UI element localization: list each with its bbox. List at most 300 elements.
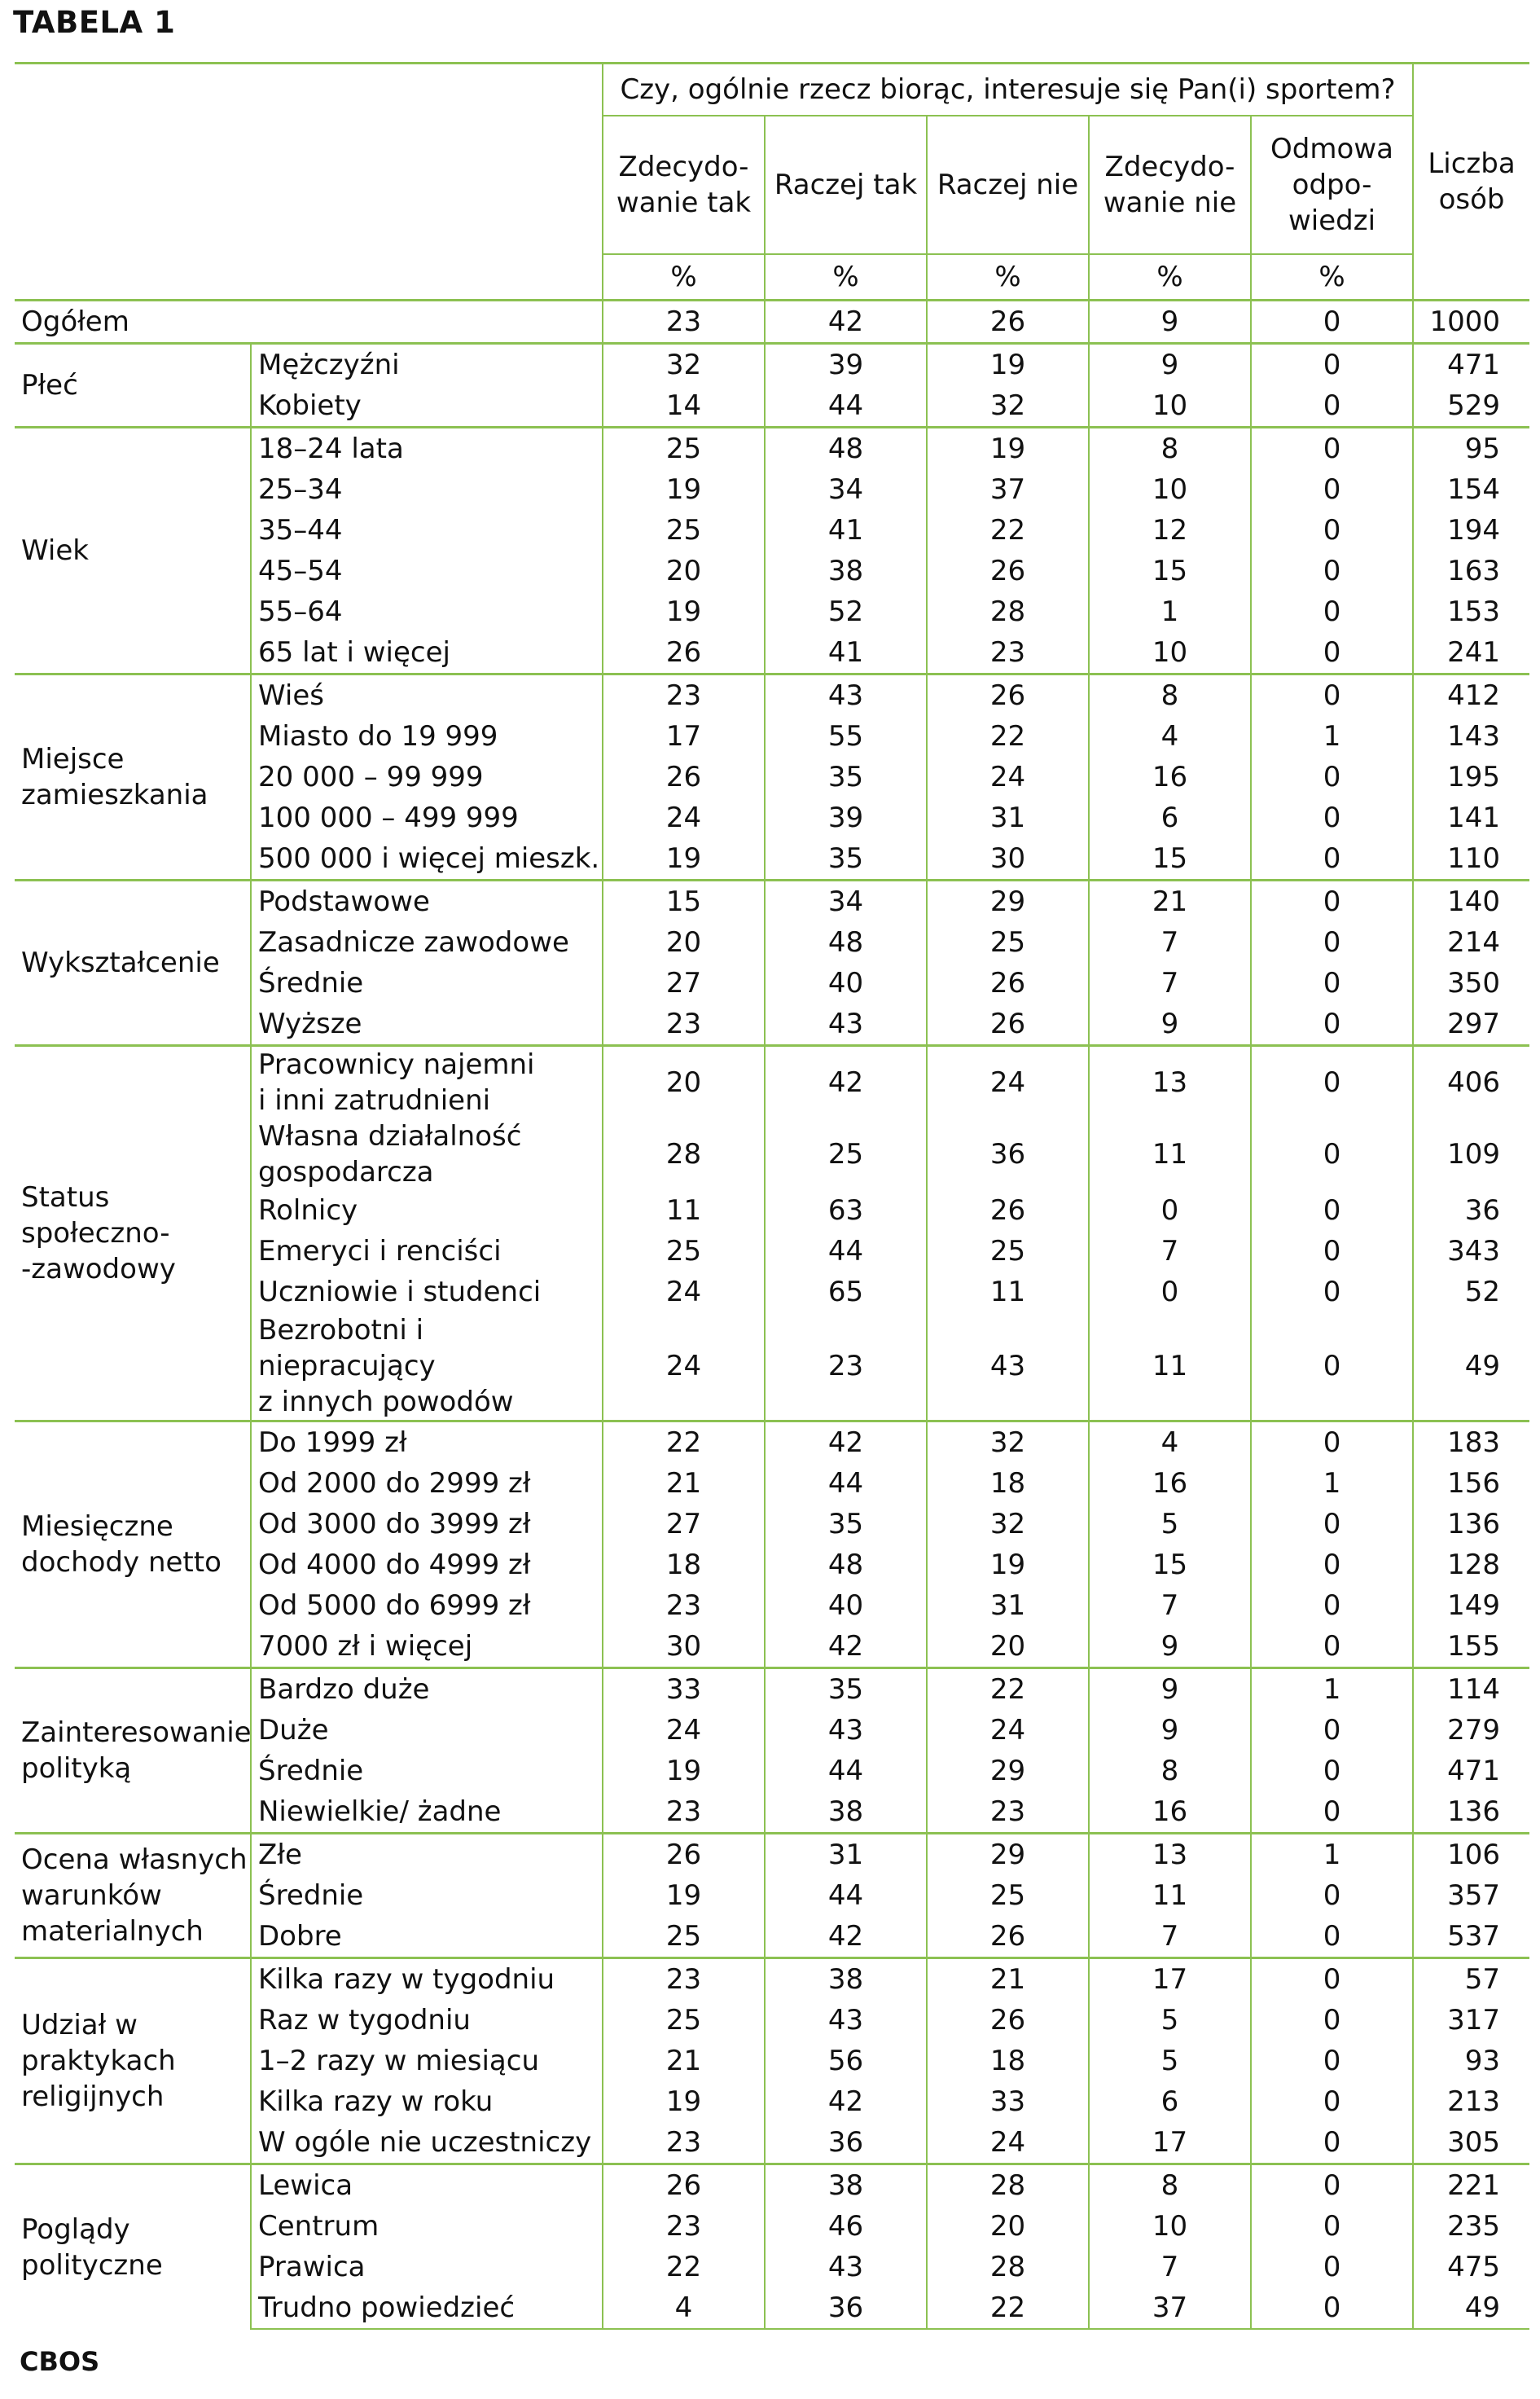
cell-value: 141	[1413, 797, 1529, 838]
cell-value: 38	[765, 1958, 927, 2001]
cell-value: 317	[1413, 2000, 1529, 2041]
cell-value: 48	[765, 428, 927, 470]
cell-value: 153	[1413, 591, 1529, 632]
table-row	[15, 881, 1529, 923]
cell-value: 37	[927, 469, 1089, 510]
row-label: Podstawowe	[251, 881, 603, 923]
cell-value: 0	[1251, 1585, 1413, 1626]
cell-value: 475	[1413, 2247, 1529, 2287]
row-label: 100 000 – 499 999	[258, 802, 519, 834]
cell-value: 20	[927, 2206, 1089, 2247]
cell-value: 357	[1413, 1875, 1529, 1916]
cell-value: 42	[765, 1421, 927, 1464]
row-label: Bezrobotni i niepracujący z innych powodów	[258, 1314, 514, 1418]
total-value: 23	[603, 301, 765, 344]
cell-value: 23	[603, 1958, 765, 2001]
table-row	[15, 2164, 1529, 2207]
cell-value: 1	[1251, 716, 1413, 757]
column-header: Raczej nie	[927, 116, 1089, 254]
row-label: Kilka razy w roku	[258, 2085, 494, 2118]
cell-value: 17	[603, 716, 765, 757]
row-label: Od 3000 do 3999 zł	[258, 1508, 531, 1540]
row-label: Od 2000 do 2999 zł	[258, 1467, 531, 1500]
cell-value: 43	[765, 1710, 927, 1751]
cell-value: 194	[1413, 510, 1529, 551]
cell-value: 106	[1413, 1834, 1529, 1876]
cell-value: 10	[1089, 385, 1251, 428]
cell-value: 214	[1413, 922, 1529, 963]
cell-value: 23	[603, 674, 765, 717]
cell-value: 0	[1251, 797, 1413, 838]
question-header: Czy, ogólnie rzecz biorąc, interesuje się Pan(i) sportem?	[603, 64, 1413, 116]
cell-value: 412	[1413, 674, 1529, 717]
table-row	[15, 1958, 1529, 2001]
cell-value: 1	[1089, 591, 1251, 632]
table-row	[15, 344, 1529, 386]
group-label: Miejsce zamieszkania	[15, 674, 251, 881]
cell-value: 28	[927, 2247, 1089, 2287]
cell-value: 24	[927, 1710, 1089, 1751]
cell-value: 29	[927, 1834, 1089, 1876]
cell-value: 7	[1089, 2247, 1251, 2287]
cell-value: 17	[1089, 1958, 1251, 2001]
column-header: Zdecydo- wanie tak	[603, 116, 765, 254]
source-footer: CBOS	[20, 2346, 100, 2377]
cell-value: 57	[1413, 1958, 1529, 2001]
cell-value: 163	[1413, 551, 1529, 591]
cell-value: 35	[765, 838, 927, 881]
cell-value: 529	[1413, 385, 1529, 428]
cell-value: 43	[765, 674, 927, 717]
cell-value: 0	[1251, 1118, 1413, 1190]
cell-value: 65	[765, 1272, 927, 1312]
cell-value: 25	[603, 1916, 765, 1958]
cell-value: 18	[927, 2041, 1089, 2081]
cell-value: 32	[927, 1421, 1089, 1464]
cell-value: 235	[1413, 2206, 1529, 2247]
cell-value: 155	[1413, 1626, 1529, 1668]
column-header: Zdecydo- wanie nie	[1089, 116, 1251, 254]
cell-value: 128	[1413, 1544, 1529, 1585]
row-label: Mężczyźni	[251, 344, 603, 386]
cell-value: 0	[1251, 385, 1413, 428]
total-value: 1000	[1413, 301, 1529, 344]
row-label: Niewielkie/ żadne	[258, 1795, 502, 1828]
cell-value: 0	[1251, 551, 1413, 591]
row-label: Zasadnicze zawodowe	[258, 926, 569, 959]
cell-value: 44	[765, 1231, 927, 1272]
cell-value: 29	[927, 1751, 1089, 1791]
cell-value: 0	[1251, 2164, 1413, 2207]
cell-value: 8	[1089, 2164, 1251, 2207]
row-label: W ogóle nie uczestniczy	[258, 2126, 592, 2159]
row-label: Centrum	[258, 2210, 380, 2243]
cell-value: 17	[1089, 2122, 1251, 2164]
cell-value: 26	[927, 963, 1089, 1004]
cell-value: 32	[927, 1504, 1089, 1544]
group-label: Miesięczne dochody netto	[15, 1421, 251, 1668]
cell-value: 43	[765, 2247, 927, 2287]
unit-label: %	[603, 254, 765, 301]
cell-value: 48	[765, 922, 927, 963]
cell-value: 44	[765, 1463, 927, 1504]
row-label: Kilka razy w tygodniu	[251, 1958, 603, 2001]
row-label: Własna działalność gospodarcza	[258, 1120, 522, 1189]
cell-value: 44	[765, 385, 927, 428]
cell-value: 0	[1251, 591, 1413, 632]
cell-value: 149	[1413, 1585, 1529, 1626]
cell-value: 38	[765, 551, 927, 591]
cell-value: 44	[765, 1751, 927, 1791]
total-row	[15, 301, 1529, 344]
cell-value: 52	[765, 591, 927, 632]
cell-value: 140	[1413, 881, 1529, 923]
cell-value: 143	[1413, 716, 1529, 757]
total-label: Ogółem	[15, 301, 603, 344]
cell-value: 6	[1089, 797, 1251, 838]
cell-value: 305	[1413, 2122, 1529, 2164]
cell-value: 471	[1413, 1751, 1529, 1791]
row-label: Złe	[251, 1834, 603, 1876]
cell-value: 41	[765, 632, 927, 674]
row-label: 65 lat i więcej	[258, 636, 450, 669]
cell-value: 0	[1251, 2000, 1413, 2041]
cell-value: 0	[1251, 1046, 1413, 1119]
cell-value: 0	[1251, 1504, 1413, 1544]
cell-value: 471	[1413, 344, 1529, 386]
cell-value: 63	[765, 1190, 927, 1231]
cell-value: 42	[765, 1626, 927, 1668]
group-label: Wiek	[15, 428, 251, 674]
cell-value: 23	[603, 1791, 765, 1834]
cell-value: 22	[927, 510, 1089, 551]
table-row	[15, 1421, 1529, 1464]
cell-value: 11	[603, 1190, 765, 1231]
cell-value: 11	[1089, 1875, 1251, 1916]
cell-value: 0	[1251, 2041, 1413, 2081]
cell-value: 42	[765, 1046, 927, 1119]
cell-value: 4	[1089, 716, 1251, 757]
cell-value: 0	[1251, 2122, 1413, 2164]
cell-value: 38	[765, 2164, 927, 2207]
row-label: Bardzo duże	[251, 1668, 603, 1711]
column-header: Raczej tak	[765, 116, 927, 254]
row-label: Raz w tygodniu	[258, 2004, 471, 2037]
cell-value: 9	[1089, 1626, 1251, 1668]
cell-value: 0	[1251, 1190, 1413, 1231]
cell-value: 15	[1089, 1544, 1251, 1585]
cell-value: 9	[1089, 1668, 1251, 1711]
table-row	[15, 1834, 1529, 1876]
cell-value: 42	[765, 1916, 927, 1958]
cell-value: 0	[1251, 1626, 1413, 1668]
table-header	[15, 64, 1529, 301]
cell-value: 0	[1251, 674, 1413, 717]
cell-value: 25	[927, 922, 1089, 963]
cell-value: 0	[1251, 881, 1413, 923]
cell-value: 0	[1251, 2247, 1413, 2287]
cell-value: 0	[1251, 1791, 1413, 1834]
cell-value: 241	[1413, 632, 1529, 674]
row-label: Rolnicy	[258, 1194, 358, 1227]
cell-value: 15	[1089, 551, 1251, 591]
cell-value: 39	[765, 797, 927, 838]
cell-value: 30	[603, 1626, 765, 1668]
row-label: Wieś	[251, 674, 603, 717]
cell-value: 16	[1089, 1791, 1251, 1834]
cell-value: 28	[927, 591, 1089, 632]
cell-value: 14	[603, 385, 765, 428]
cell-value: 0	[1251, 428, 1413, 470]
cell-value: 109	[1413, 1118, 1529, 1190]
cell-value: 21	[1089, 881, 1251, 923]
cell-value: 23	[927, 632, 1089, 674]
row-label: 35–44	[258, 514, 343, 547]
cell-value: 0	[1251, 1710, 1413, 1751]
cell-value: 22	[603, 1421, 765, 1464]
cell-value: 0	[1251, 838, 1413, 881]
row-label: Średnie	[258, 1879, 364, 1912]
cell-value: 25	[603, 510, 765, 551]
cell-value: 350	[1413, 963, 1529, 1004]
cell-value: 20	[603, 1046, 765, 1119]
cell-value: 15	[603, 881, 765, 923]
cell-value: 19	[603, 469, 765, 510]
cell-value: 95	[1413, 428, 1529, 470]
row-label: 18–24 lata	[251, 428, 603, 470]
cell-value: 7	[1089, 1231, 1251, 1272]
cell-value: 20	[603, 551, 765, 591]
cell-value: 5	[1089, 2000, 1251, 2041]
cell-value: 4	[603, 2287, 765, 2329]
cell-value: 221	[1413, 2164, 1529, 2207]
cell-value: 0	[1251, 1875, 1413, 1916]
cell-value: 9	[1089, 344, 1251, 386]
cell-value: 0	[1251, 922, 1413, 963]
cell-value: 0	[1251, 1751, 1413, 1791]
group-label: Płeć	[15, 344, 251, 428]
cell-value: 19	[927, 344, 1089, 386]
cell-value: 56	[765, 2041, 927, 2081]
cell-value: 537	[1413, 1916, 1529, 1958]
cell-value: 55	[765, 716, 927, 757]
cell-value: 0	[1251, 469, 1413, 510]
cell-value: 22	[927, 716, 1089, 757]
row-label: Kobiety	[258, 389, 362, 422]
cell-value: 22	[927, 2287, 1089, 2329]
cell-value: 25	[927, 1231, 1089, 1272]
table-row	[15, 1046, 1529, 1119]
cell-value: 1	[1251, 1834, 1413, 1876]
cell-value: 7	[1089, 1585, 1251, 1626]
cell-value: 26	[927, 2000, 1089, 2041]
row-label: 20 000 – 99 999	[258, 761, 484, 793]
cell-value: 18	[927, 1463, 1089, 1504]
cell-value: 43	[927, 1312, 1089, 1421]
cell-value: 7	[1089, 963, 1251, 1004]
cell-value: 13	[1089, 1046, 1251, 1119]
cell-value: 0	[1251, 2287, 1413, 2329]
cell-value: 48	[765, 1544, 927, 1585]
cell-value: 0	[1251, 344, 1413, 386]
row-label: Od 5000 do 6999 zł	[258, 1589, 531, 1622]
row-label: Średnie	[258, 1755, 364, 1787]
cell-value: 33	[927, 2081, 1089, 2122]
cell-value: 24	[927, 1046, 1089, 1119]
cell-value: 49	[1413, 2287, 1529, 2329]
cell-value: 114	[1413, 1668, 1529, 1711]
unit-label: %	[1089, 254, 1251, 301]
cell-value: 26	[603, 1834, 765, 1876]
cell-value: 24	[927, 757, 1089, 797]
cell-value: 35	[765, 1504, 927, 1544]
column-header: Odmowa odpo- wiedzi	[1251, 116, 1413, 254]
cell-value: 23	[603, 1004, 765, 1046]
cell-value: 26	[927, 674, 1089, 717]
cell-value: 10	[1089, 469, 1251, 510]
group-label: Poglądy polityczne	[15, 2164, 251, 2330]
unit-label: %	[1251, 254, 1413, 301]
cell-value: 0	[1251, 1916, 1413, 1958]
cell-value: 43	[765, 1004, 927, 1046]
cell-value: 136	[1413, 1791, 1529, 1834]
cell-value: 20	[927, 1626, 1089, 1668]
cell-value: 0	[1089, 1272, 1251, 1312]
cell-value: 32	[603, 344, 765, 386]
table-title: TABELA 1	[13, 5, 176, 40]
cell-value: 9	[1089, 1004, 1251, 1046]
cell-value: 0	[1251, 1312, 1413, 1421]
row-label: Emeryci i renciści	[258, 1235, 502, 1268]
cell-value: 23	[603, 1585, 765, 1626]
cell-value: 23	[603, 2122, 765, 2164]
group-label: Status społeczno- -zawodowy	[15, 1046, 251, 1421]
cell-value: 25	[603, 428, 765, 470]
cell-value: 0	[1251, 1231, 1413, 1272]
cell-value: 41	[765, 510, 927, 551]
cell-value: 7	[1089, 1916, 1251, 1958]
cell-value: 30	[927, 838, 1089, 881]
cell-value: 43	[765, 2000, 927, 2041]
cell-value: 406	[1413, 1046, 1529, 1119]
row-label: Prawica	[258, 2251, 366, 2283]
row-label: Trudno powiedzieć	[251, 2287, 603, 2329]
cell-value: 8	[1089, 674, 1251, 717]
cell-value: 9	[1089, 1710, 1251, 1751]
total-value: 0	[1251, 301, 1413, 344]
cell-value: 24	[927, 2122, 1089, 2164]
cell-value: 16	[1089, 757, 1251, 797]
cell-value: 39	[765, 344, 927, 386]
group-label: Udział w praktykach religijnych	[15, 1958, 251, 2164]
cell-value: 183	[1413, 1421, 1529, 1464]
row-label: Lewica	[251, 2164, 603, 2207]
cell-value: 44	[765, 1875, 927, 1916]
cell-value: 11	[1089, 1118, 1251, 1190]
cell-value: 0	[1251, 2081, 1413, 2122]
cell-value: 19	[603, 2081, 765, 2122]
row-label: Uczniowie i studenci	[258, 1276, 542, 1308]
table-row	[15, 674, 1529, 717]
total-value: 9	[1089, 301, 1251, 344]
cell-value: 49	[1413, 1312, 1529, 1421]
cell-value: 0	[1251, 1958, 1413, 2001]
cell-value: 11	[927, 1272, 1089, 1312]
cell-value: 25	[603, 2000, 765, 2041]
group-label: Zainteresowanie polityką	[15, 1668, 251, 1834]
cell-value: 0	[1251, 963, 1413, 1004]
cell-value: 35	[765, 1668, 927, 1711]
cell-value: 15	[1089, 838, 1251, 881]
cell-value: 0	[1089, 1190, 1251, 1231]
row-label: Średnie	[258, 967, 364, 1000]
total-value: 42	[765, 301, 927, 344]
cell-value: 19	[927, 428, 1089, 470]
cell-value: 26	[603, 632, 765, 674]
cell-value: 23	[765, 1312, 927, 1421]
cell-value: 16	[1089, 1463, 1251, 1504]
cell-value: 24	[603, 1312, 765, 1421]
cell-value: 31	[927, 1585, 1089, 1626]
cell-value: 21	[603, 1463, 765, 1504]
cell-value: 26	[927, 551, 1089, 591]
cell-value: 31	[927, 797, 1089, 838]
cell-value: 136	[1413, 1504, 1529, 1544]
cell-value: 24	[603, 797, 765, 838]
cell-value: 23	[603, 2206, 765, 2247]
cell-value: 20	[603, 922, 765, 963]
row-label: 55–64	[258, 595, 343, 628]
cell-value: 13	[1089, 1834, 1251, 1876]
table-row	[15, 428, 1529, 470]
cell-value: 40	[765, 963, 927, 1004]
cell-value: 11	[1089, 1312, 1251, 1421]
data-table	[15, 62, 1529, 2330]
cell-value: 21	[927, 1958, 1089, 2001]
cell-value: 343	[1413, 1231, 1529, 1272]
cell-value: 297	[1413, 1004, 1529, 1046]
cell-value: 0	[1251, 2206, 1413, 2247]
cell-value: 28	[927, 2164, 1089, 2207]
row-label: Dobre	[258, 1920, 342, 1953]
cell-value: 19	[927, 1544, 1089, 1585]
row-label: Duże	[258, 1714, 329, 1747]
cell-value: 19	[603, 838, 765, 881]
cell-value: 26	[927, 1190, 1089, 1231]
cell-value: 36	[1413, 1190, 1529, 1231]
cell-value: 46	[765, 2206, 927, 2247]
cell-value: 156	[1413, 1463, 1529, 1504]
cell-value: 18	[603, 1544, 765, 1585]
cell-value: 5	[1089, 2041, 1251, 2081]
cell-value: 0	[1251, 1421, 1413, 1464]
row-label: Miasto do 19 999	[258, 720, 498, 753]
table-body	[15, 301, 1529, 2330]
cell-value: 93	[1413, 2041, 1529, 2081]
row-label: Wyższe	[258, 1008, 362, 1040]
cell-value: 26	[603, 757, 765, 797]
cell-value: 36	[765, 2122, 927, 2164]
total-value: 26	[927, 301, 1089, 344]
cell-value: 6	[1089, 2081, 1251, 2122]
cell-value: 0	[1251, 757, 1413, 797]
cell-value: 19	[603, 591, 765, 632]
cell-value: 25	[927, 1875, 1089, 1916]
cell-value: 19	[603, 1751, 765, 1791]
count-header: Liczba osób	[1413, 64, 1529, 301]
cell-value: 5	[1089, 1504, 1251, 1544]
cell-value: 213	[1413, 2081, 1529, 2122]
